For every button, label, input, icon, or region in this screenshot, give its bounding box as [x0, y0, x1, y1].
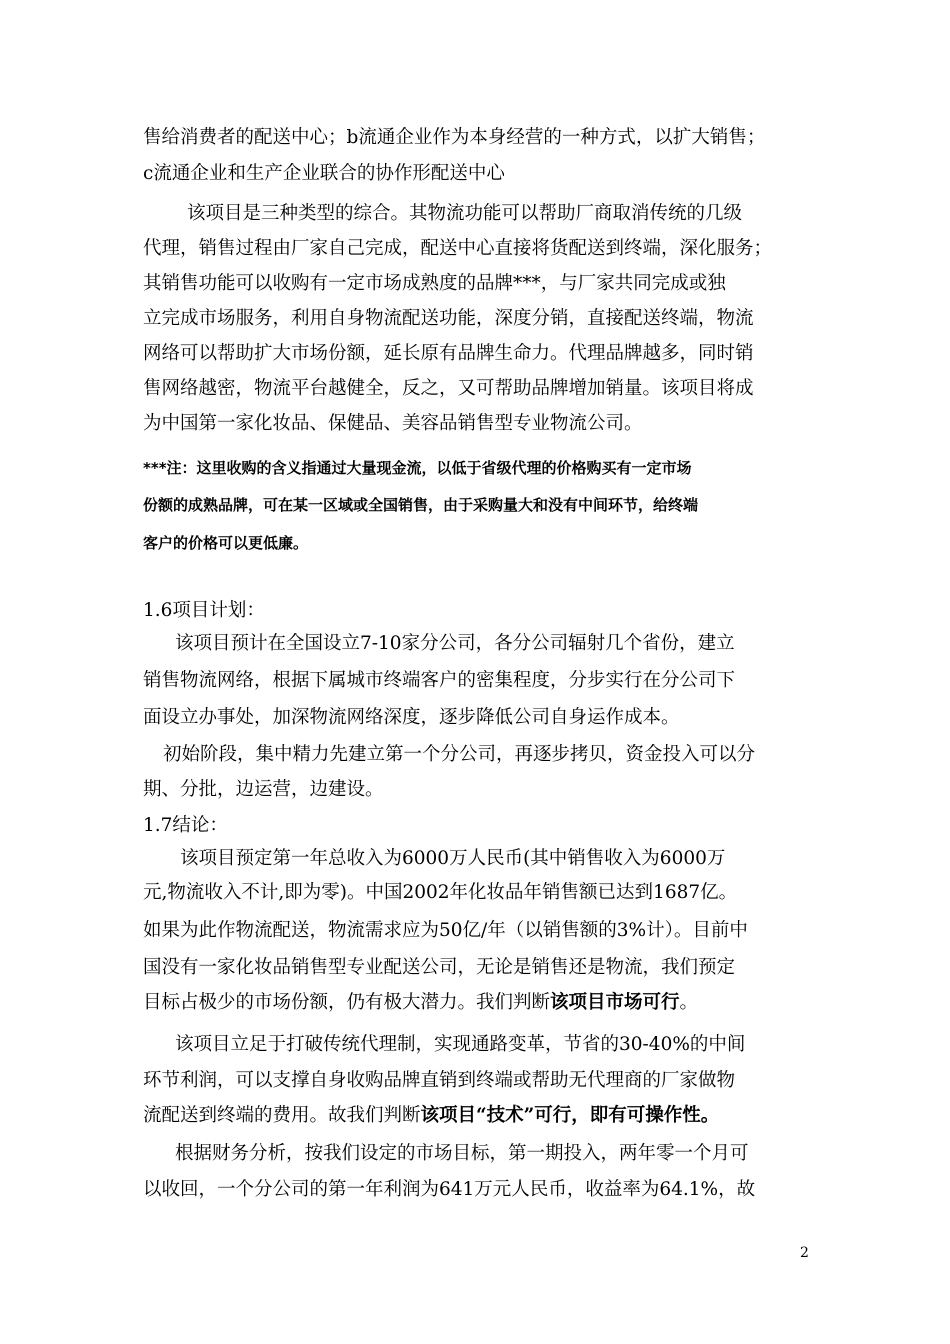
paragraph-line: 初始阶段，集中精力先建立第一个分公司，再逐步拷贝，资金投入可以分 — [163, 744, 756, 765]
paragraph-line: 立完成市场服务，利用自身物流配送功能，深度分销，直接配送终端，物流 — [143, 308, 754, 329]
paragraph-line: 网络可以帮助扩大市场份额，延长原有品牌生命力。代理品牌越多，同时销 — [143, 343, 754, 364]
footnote-line: 份额的成熟品牌，可在某一区域或全国销售，由于采购量大和没有中间环节，给终端 — [143, 496, 699, 514]
paragraph-line: 如果为此作物流配送，物流需求应为50亿/年（以销售额的3%计）。目前中 — [143, 920, 748, 941]
paragraph-line: 该项目预计在全国设立7-10家分公司，各分公司辐射几个省份，建立 — [175, 633, 735, 654]
paragraph-line: 该项目预定第一年总收入为6000万人民币(其中销售收入为6000万 — [180, 848, 726, 869]
bold-conclusion-market: 该项目市场可行 — [550, 992, 680, 1013]
paragraph-line: 售网络越密，物流平台越健全，反之，又可帮助品牌增加销量。该项目将成 — [143, 378, 754, 399]
section-heading-1-7: 1.7结论： — [143, 815, 228, 836]
paragraph-line: 该项目是三种类型的综合。其物流功能可以帮助厂商取消传统的几级 — [187, 203, 743, 224]
paragraph-line: 面设立办事处，加深物流网络深度，逐步降低公司自身运作成本。 — [143, 707, 680, 728]
paragraph-line: 根据财务分析，按我们设定的市场目标，第一期投入，两年零一个月可 — [175, 1143, 749, 1164]
paragraph-line: 销售物流网络，根据下属城市终端客户的密集程度，分步实行在分公司下 — [143, 670, 736, 691]
paragraph-line: 为中国第一家化妆品、保健品、美容品销售型专业物流公司。 — [143, 413, 643, 434]
footnote-line: 客户的价格可以更低廉。 — [143, 534, 309, 552]
page-number: 2 — [800, 1245, 809, 1261]
section-heading-1-6: 1.6项目计划： — [143, 600, 265, 621]
paragraph-line: 国没有一家化妆品销售型专业配送公司，无论是销售还是物流，我们预定 — [143, 957, 736, 978]
paragraph-line: 以收回，一个分公司的第一年利润为641万元人民币，收益率为64.1%，故 — [143, 1179, 756, 1200]
text-run: 流配送到终端的费用。故我们判断 — [143, 1105, 421, 1126]
text-line: 售给消费者的配送中心；b流通企业作为本身经营的一种方式，以扩大销售； — [143, 127, 766, 148]
paragraph-line — [143, 990, 815, 1016]
footnote-line: ***注：这里收购的含义指通过大量现金流，以低于省级代理的价格购买有一定市场 — [143, 459, 692, 477]
text-run: 目标占极少的市场份额，仍有极大潜力。我们判断 — [143, 992, 551, 1013]
paragraph-line: 元,物流收入不计,即为零)。中国2002年化妆品年销售额已达到1687亿。 — [143, 882, 738, 903]
paragraph-line: 其销售功能可以收购有一定市场成熟度的品牌***，与厂家共同完成或独 — [143, 273, 726, 294]
text-run: 。 — [679, 992, 699, 1013]
paragraph-line — [143, 1103, 815, 1129]
paragraph-line: 期、分批，边运营，边建设。 — [143, 779, 384, 800]
bold-conclusion-technical: 该项目“技术”可行，即有可操作性。 — [420, 1105, 720, 1126]
paragraph-line: 代理，销售过程由厂家自己完成，配送中心直接将货配送到终端，深化服务； — [143, 238, 773, 259]
text-line: c流通企业和生产企业联合的协作形配送中心 — [143, 163, 505, 184]
paragraph-line: 该项目立足于打破传统代理制，实现通路变革，节省的30-40%的中间 — [175, 1034, 746, 1055]
paragraph-line: 环节利润，可以支撑自身收购品牌直销到终端或帮助无代理商的厂家做物 — [143, 1070, 736, 1091]
